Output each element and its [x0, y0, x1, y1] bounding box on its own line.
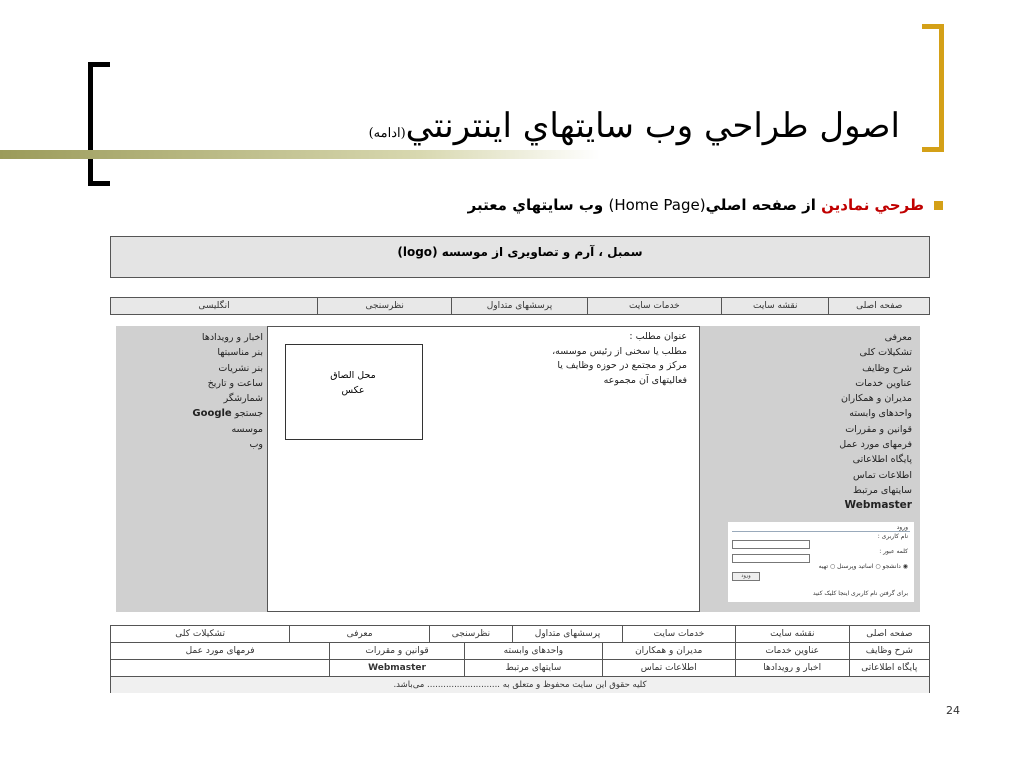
login-username-input[interactable] — [732, 540, 810, 549]
center-content-line: مطلب یا سخنی از رئیس موسسه، — [552, 345, 687, 357]
left-menu-google-search[interactable] — [117, 406, 263, 421]
left-menu-item[interactable]: موسسه — [231, 423, 263, 435]
footer-link[interactable]: سایتهای مرتبط — [464, 660, 602, 676]
footer-link[interactable]: عناوین خدمات — [735, 643, 849, 659]
center-content-line: فعالیتهای آن مجموعه — [603, 374, 687, 386]
center-content — [470, 330, 687, 388]
login-password-input[interactable] — [732, 554, 810, 563]
footer-link[interactable]: اخبار و رویدادها — [735, 660, 849, 676]
right-menu-item[interactable]: پایگاه اطلاعاتی — [852, 454, 912, 466]
right-menu-item[interactable]: قوانین و مقررات — [845, 423, 912, 435]
login-username-label: نام کاربری : — [877, 533, 908, 540]
mockup-left-column — [116, 326, 268, 612]
footer-empty-cell — [111, 660, 329, 676]
page-number: 24 — [946, 704, 960, 717]
bullet-red-text: طرحي نمادين — [821, 196, 924, 214]
photo-placeholder-line: محل الصاق — [330, 370, 376, 381]
login-role-options[interactable]: ◉ دانشجو ○ اساتید وپرسنل ○ تهیه — [818, 563, 908, 570]
footer-link[interactable]: نظرسنجی — [429, 626, 512, 642]
left-menu-google-prefix: جستجو — [234, 408, 263, 420]
mockup-logo-text: سمبل ، آرم و تصاویری از موسسه (logo) — [397, 245, 643, 259]
right-bracket-decoration — [922, 24, 944, 152]
top-nav-item[interactable]: صفحه اصلی — [828, 298, 929, 314]
center-content-line: مرکز و مجتمع در حوزه وظایف یا — [557, 360, 687, 371]
center-content-title: عنوان مطلب : — [629, 331, 687, 342]
left-menu-item[interactable]: ساعت و تاریخ — [207, 377, 263, 389]
footer-link[interactable]: پایگاه اطلاعاتی — [849, 660, 929, 676]
bullet-text — [300, 196, 924, 214]
left-menu-item[interactable]: بنر مناسبتها — [217, 347, 263, 359]
login-header: ورود — [896, 524, 908, 531]
footer-row-1 — [111, 626, 929, 643]
footer-row-2 — [111, 643, 929, 660]
top-nav-item[interactable]: پرسشهای متداول — [451, 298, 586, 314]
right-menu-item[interactable]: واحدهای وابسته — [849, 408, 912, 420]
bullet-english-text: (Home Page) — [608, 196, 706, 214]
right-menu-item[interactable]: اطلاعات تماس — [852, 469, 912, 481]
slide-title — [320, 104, 900, 156]
bullet-middle-text: از صفحه اصلي — [705, 196, 816, 214]
top-nav-item[interactable]: خدمات سایت — [587, 298, 721, 314]
right-menu-item[interactable]: سایتهای مرتبط — [853, 484, 912, 496]
footer-link[interactable]: قوانین و مقررات — [329, 643, 464, 659]
right-menu-item[interactable]: مدیران و همکاران — [840, 393, 912, 405]
footer-link[interactable]: معرفی — [289, 626, 429, 642]
top-nav-item[interactable]: انگلیسی — [198, 301, 230, 311]
slide-title-continued: (ادامه) — [368, 126, 406, 141]
footer-link[interactable]: فرمهای مورد عمل — [185, 646, 255, 656]
left-menu-item[interactable]: شمارشگر — [223, 393, 263, 405]
right-menu-item[interactable]: معرفی — [884, 332, 912, 343]
right-menu-item[interactable]: عناوین خدمات — [855, 377, 912, 389]
login-button[interactable]: ورود — [732, 572, 760, 581]
left-menu-item[interactable]: اخبار و رویدادها — [201, 332, 263, 343]
slide-title-text: اصول طراحي وب سايتهاي اينترنتي — [405, 106, 900, 146]
right-menu-item[interactable]: شرح وظایف — [862, 362, 912, 374]
footer-row-3 — [111, 660, 929, 677]
mockup-footer — [110, 625, 930, 693]
login-register-note[interactable]: برای گرفتن نام کاربری اینجا کلیک کنید — [812, 590, 908, 597]
footer-link[interactable]: نقشه سایت — [735, 626, 849, 642]
footer-link[interactable]: Webmaster — [329, 660, 464, 676]
right-menu-webmaster[interactable]: Webmaster — [844, 499, 912, 512]
top-nav-item[interactable]: نقشه سایت — [721, 298, 828, 314]
bullet-square-icon — [934, 201, 943, 210]
login-divider — [732, 531, 910, 532]
footer-link[interactable]: واحدهای وابسته — [464, 643, 602, 659]
right-menu — [712, 326, 920, 514]
footer-link[interactable]: خدمات سایت — [622, 626, 735, 642]
footer-link[interactable]: مدیران و همکاران — [602, 643, 735, 659]
footer-link[interactable]: شرح وظایف — [849, 643, 929, 659]
footer-link[interactable]: پرسشهای متداول — [512, 626, 622, 642]
login-password-label: کلمه عبور : — [879, 548, 908, 555]
photo-placeholder-line: عکس — [341, 385, 365, 396]
left-menu-item[interactable]: بنر نشریات — [218, 362, 263, 374]
footer-copyright: کلیه حقوق این سایت محفوظ و متعلق به ........................... می‌باشد. — [111, 677, 929, 693]
top-nav-item[interactable]: نظرسنجی — [317, 298, 451, 314]
photo-placeholder-text — [285, 368, 421, 398]
footer-link[interactable]: صفحه اصلی — [849, 626, 929, 642]
bullet-end-text: وب سايتهاي معتبر — [467, 196, 604, 214]
right-menu-item[interactable]: فرمهای مورد عمل — [839, 439, 912, 451]
left-menu — [117, 326, 267, 452]
left-bracket-decoration — [88, 62, 110, 186]
right-menu-item[interactable]: تشکیلات کلی — [859, 347, 912, 359]
footer-link[interactable]: تشکیلات کلی — [175, 629, 225, 639]
left-menu-google-label: Google — [192, 408, 232, 420]
mockup-top-nav — [110, 297, 930, 315]
login-form — [728, 522, 914, 602]
left-menu-item[interactable]: وب — [249, 439, 263, 451]
footer-link[interactable]: اطلاعات تماس — [602, 660, 735, 676]
